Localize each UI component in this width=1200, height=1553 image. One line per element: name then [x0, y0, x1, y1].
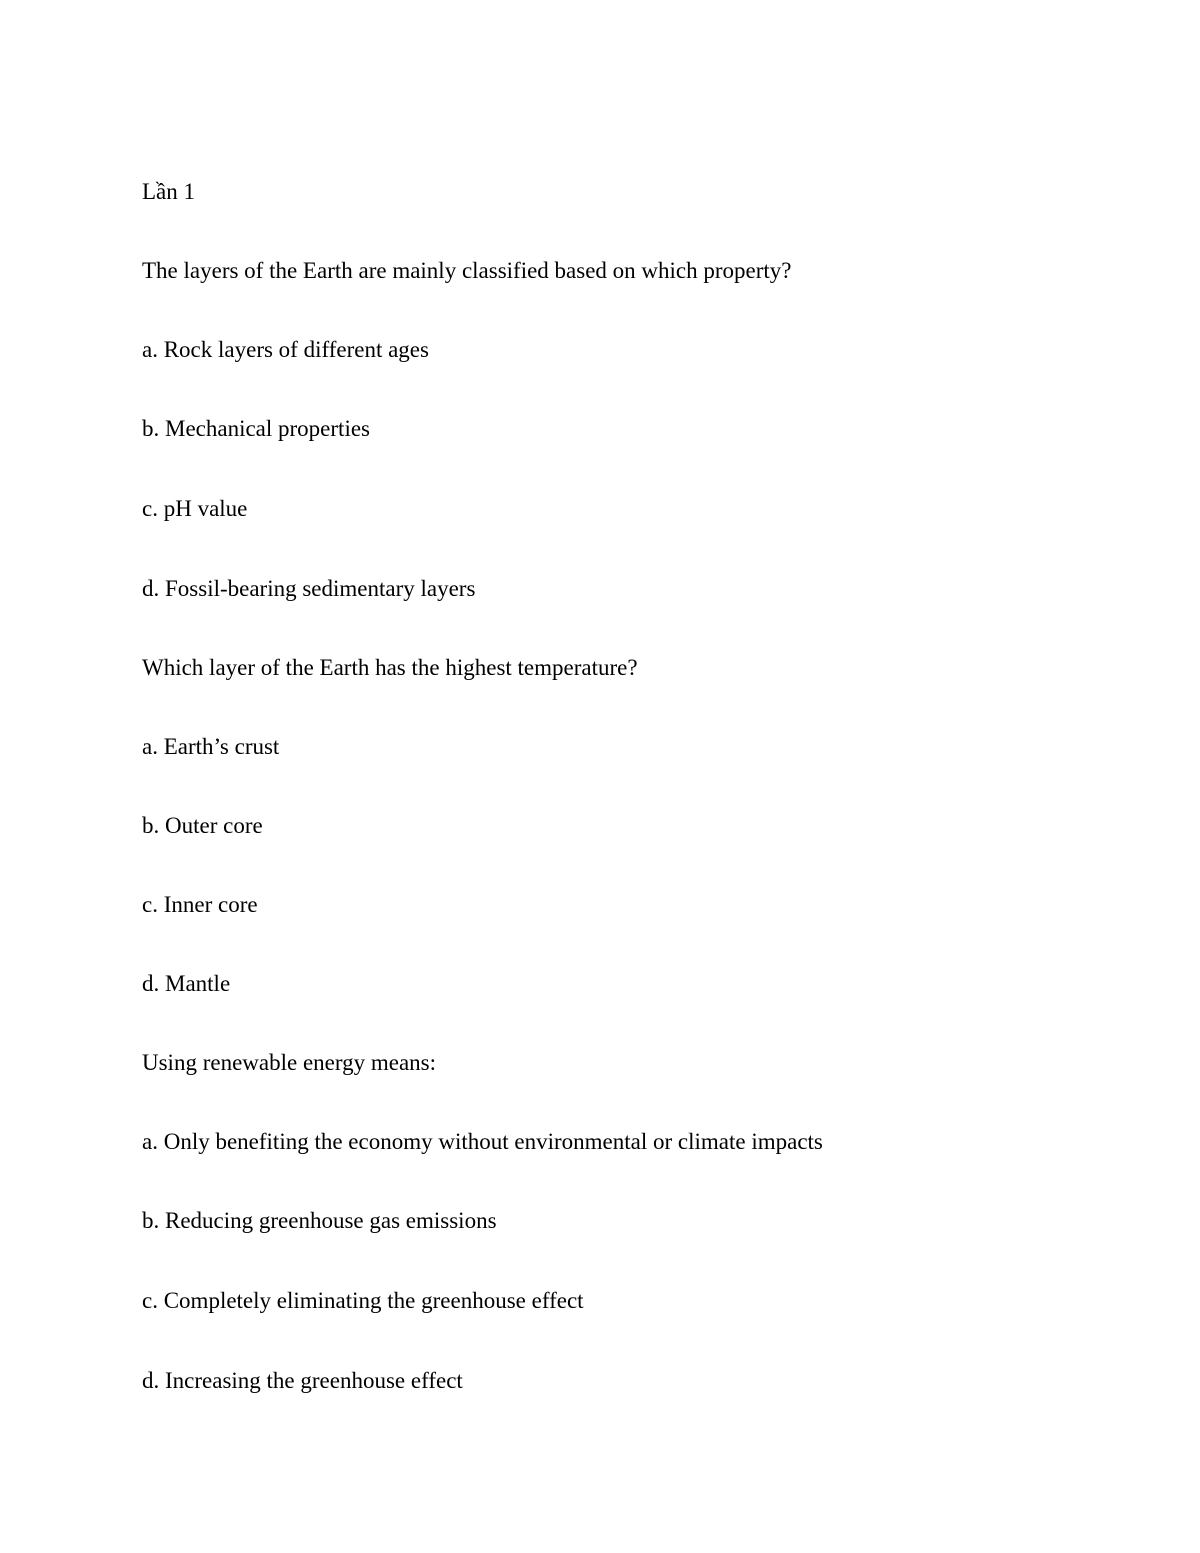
- question-2-option-d: d. Mantle: [142, 971, 231, 996]
- question-3-text: Using renewable energy means:: [142, 1050, 437, 1075]
- question-1-option-d: d. Fossil-bearing sedimentary layers: [142, 576, 476, 601]
- question-3-option-a: a. Only benefiting the economy without environmental or climate impacts: [142, 1129, 823, 1154]
- question-1-option-c: c. pH value: [142, 496, 248, 521]
- question-1-text: The layers of the Earth are mainly classified based on which property?: [142, 258, 792, 283]
- question-3-option-c: c. Completely eliminating the greenhouse effect: [142, 1288, 584, 1313]
- question-2-text: Which layer of the Earth has the highest temperature?: [142, 655, 638, 680]
- question-3-option-b: b. Reducing greenhouse gas emissions: [142, 1208, 497, 1233]
- question-1-option-b: b. Mechanical properties: [142, 416, 370, 441]
- question-3-option-d: d. Increasing the greenhouse effect: [142, 1368, 463, 1393]
- question-2-option-a: a. Earth’s crust: [142, 734, 280, 759]
- question-2-option-b: b. Outer core: [142, 813, 263, 838]
- question-1-option-a: a. Rock layers of different ages: [142, 337, 429, 362]
- page-heading: Lần 1: [142, 179, 196, 204]
- question-2-option-c: c. Inner core: [142, 892, 258, 917]
